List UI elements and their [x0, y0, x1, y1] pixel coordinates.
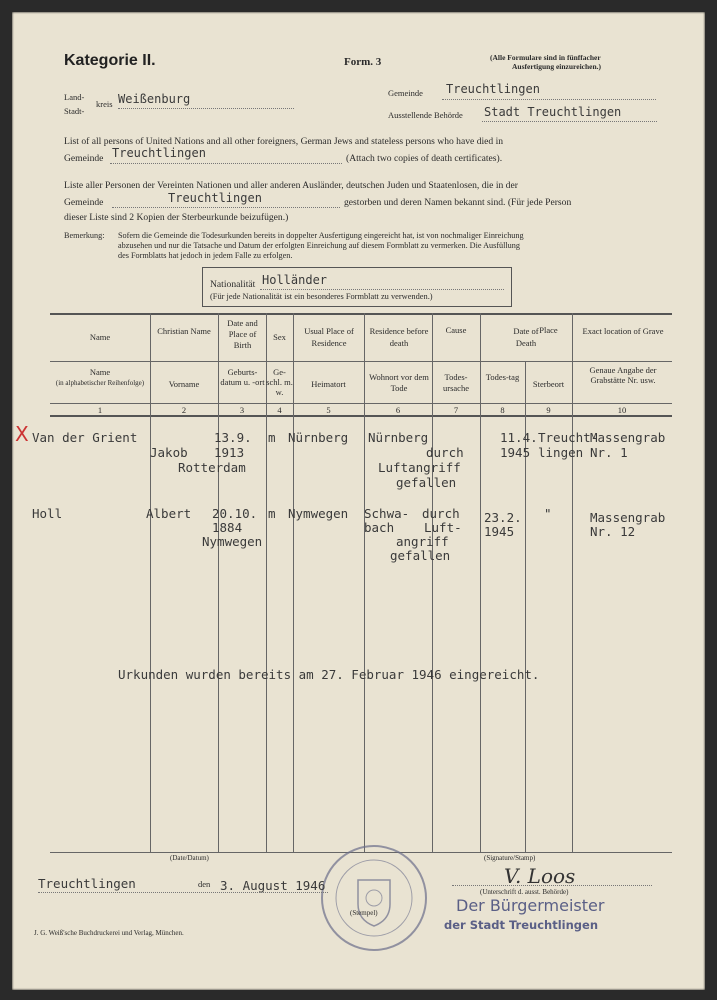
row2-heimatort: Nymwegen	[288, 506, 349, 521]
row1-name: Van der Grient	[32, 430, 138, 445]
english-line-1: List of all persons of United Nations and all other foreigners, German Jews and stateless persons who have died in	[64, 136, 504, 147]
col-divider-5	[364, 313, 365, 852]
nationality-note: (Für jede Nationalität ist ein besonderes Formblatt zu verwenden.)	[210, 292, 433, 301]
seal-label: (Stempel)	[350, 909, 378, 917]
date-label: (Date/Datum)	[170, 854, 209, 862]
german-gemeinde-line	[112, 207, 340, 208]
footer-place-line	[38, 892, 328, 893]
header-place-en: Place	[539, 325, 558, 335]
header-name-sub: (in alphabetischer Reihenfolge)	[55, 379, 145, 387]
col-number-7: 7	[453, 405, 459, 415]
behoerde-line	[482, 121, 657, 122]
col-number-6: 6	[395, 405, 401, 415]
col-number-9: 9	[546, 405, 551, 415]
german-line-1: Liste aller Personen der Vereinten Nationen und aller anderen Ausländer, deutschen Juden und Staatenlosen, die in der	[64, 180, 518, 191]
header-note-2: Ausfertigung einzureichen.)	[512, 62, 602, 71]
bemerkung-label: Bemerkung:	[64, 231, 105, 240]
header-wohnort-de: Wohnort vor dem Tode	[369, 372, 429, 393]
row2-grave-2: Nr. 12	[590, 524, 636, 539]
row1-place-2: lingen	[538, 445, 584, 460]
gemeinde-label: Gemeinde	[388, 88, 423, 98]
signature-line	[452, 885, 652, 886]
row1-birth-year: 1913	[214, 445, 245, 460]
bemerkung-line-2: abzusehen und nur die Tatsache und Datum der erfolgten Einreichung auf diesem Formblatt zu vermerken. Die Ausfüllung	[118, 241, 520, 250]
row2-sex: m	[268, 506, 276, 521]
nationality-label: Nationalität	[210, 279, 256, 290]
english-gemeinde-line	[110, 163, 342, 164]
red-x-mark: X	[15, 422, 29, 446]
row1-vorname: Jakob	[150, 445, 188, 460]
row1-heimatort: Nürnberg	[288, 430, 349, 445]
header-name-de: Name	[89, 367, 111, 377]
header-residence-en: Residence before death	[369, 326, 429, 348]
german-line-2: gestorben und deren Namen bekannt sind. (Für jede Person	[344, 197, 572, 208]
gemeinde-value: Treuchtlingen	[446, 82, 540, 96]
document-sheet	[12, 12, 705, 990]
row2-cause-1: durch	[422, 506, 460, 521]
header-sterbeort-de: Sterbeort	[532, 379, 565, 389]
official-seal-icon	[318, 842, 430, 954]
printer-line: J. G. Weiß'sche Buchdruckerei und Verlag, München.	[34, 929, 184, 937]
row1-wohnort: Nürnberg	[368, 430, 429, 445]
col-number-8: 8	[500, 405, 505, 415]
row2-birth-date: 20.10.	[212, 506, 258, 521]
handwritten-signature: V. Loos	[504, 864, 576, 888]
header-vorname-de: Vorname	[168, 379, 200, 389]
row2-birth-place: Nymwegen	[202, 534, 263, 549]
row2-name: Holl	[32, 506, 63, 521]
kreis-value: Weißenburg	[118, 92, 191, 106]
header-heimatort-de: Heimatort	[311, 379, 346, 389]
row1-grave-2: Nr. 1	[590, 445, 628, 460]
row1-cause-2: Luftangriff	[378, 460, 461, 475]
header-date-death-en: Date of Death	[513, 326, 539, 348]
row1-sex: m	[268, 430, 276, 445]
row1-cause-3: gefallen	[396, 475, 457, 490]
row2-place-ditto: "	[544, 506, 552, 521]
row1-death-year: 1945	[500, 445, 531, 460]
col-divider-4	[293, 313, 294, 852]
header-sex-en: Sex	[273, 332, 286, 342]
behoerde-label: Ausstellende Behörde	[388, 110, 463, 120]
table-header-divider	[50, 361, 672, 362]
header-geburt-de: Geburts-datum u. -ort	[220, 367, 265, 387]
row2-cause-4: gefallen	[390, 548, 451, 563]
row2-grave-1: Massengrab	[590, 510, 666, 525]
bemerkung-line-1: Sofern die Gemeinde die Todesurkunden bereits in doppelter Ausfertigung eingereicht hat, ist von nochmaliger Einreichung	[118, 231, 524, 240]
nationality-line	[260, 289, 504, 290]
row1-birth-date: 13.9.	[214, 430, 252, 445]
col-divider-1	[150, 313, 151, 852]
category-title: Kategorie II.	[64, 52, 156, 69]
row1-place-1: Treucht-	[538, 430, 599, 445]
row1-cause-1: durch	[426, 445, 464, 460]
header-ursache-de: Todes-ursache	[443, 372, 469, 393]
col-number-3: 3	[239, 405, 245, 415]
row1-death-date: 11.4.	[500, 430, 538, 445]
row2-cause-3: angriff	[396, 534, 449, 549]
row2-death-date: 23.2.	[484, 510, 522, 525]
gemeinde-line	[442, 99, 656, 100]
german-line-3: dieser Liste sind 2 Kopien der Sterbeurkunde beizufügen.)	[64, 212, 289, 223]
nationality-value: Holländer	[262, 273, 328, 287]
row2-vorname: Albert	[146, 506, 192, 521]
row2-wohnort-1: Schwa-	[364, 506, 410, 521]
col-number-2: 2	[181, 405, 187, 415]
col-divider-7	[480, 313, 481, 852]
header-christian-en: Christian Name	[157, 326, 211, 336]
english-gemeinde-label: Gemeinde	[64, 153, 104, 164]
row2-cause-2: Luft-	[424, 520, 462, 535]
german-gemeinde-value: Treuchtlingen	[168, 191, 262, 205]
row1-grave-1: Massengrab	[590, 430, 666, 445]
table-body-top-border	[50, 415, 672, 417]
remark-line: Urkunden wurden bereits am 27. Februar 1946 eingereicht.	[118, 667, 540, 682]
signature-sub-label: (Unterschrift d. ausst. Behörde)	[480, 888, 569, 896]
header-name-en: Name	[89, 332, 111, 342]
row1-birth-place: Rotterdam	[178, 460, 246, 475]
behoerde-value: Stadt Treuchtlingen	[484, 105, 622, 119]
header-grab-de: Genaue Angabe der Grabstätte Nr. usw.	[589, 365, 657, 385]
bemerkung-line-3: des Formblatts hat jedoch in jedem Falle zu erfolgen.	[118, 251, 293, 260]
col-number-5: 5	[326, 405, 331, 415]
signature-label: (Signature/Stamp)	[484, 854, 536, 862]
col-number-4: 4	[277, 405, 282, 415]
footer-place: Treuchtlingen	[38, 876, 136, 891]
footer-den-label: den	[198, 879, 211, 889]
footer-date: 3. August 1946	[220, 878, 326, 893]
header-todestag-de: Todes-tag	[485, 372, 520, 382]
english-gemeinde-value: Treuchtlingen	[112, 146, 206, 160]
header-birth-en: Date and Place of Birth	[227, 318, 258, 350]
table-top-border	[50, 313, 672, 315]
col-divider-9	[572, 313, 573, 852]
col-divider-2	[218, 313, 219, 852]
english-attach: (Attach two copies of death certificates).	[346, 153, 503, 164]
header-usual-en: Usual Place of Residence	[304, 326, 354, 348]
kreis-line	[118, 108, 294, 109]
row2-birth-year: 1884	[212, 520, 243, 535]
row2-death-year: 1945	[484, 524, 515, 539]
row2-wohnort-2: bach	[364, 520, 395, 535]
col-number-10: 10	[617, 405, 627, 415]
mayor-stamp-line-2: der Stadt Treuchtlingen	[444, 918, 599, 932]
header-geschl-de: Ge-schl. m. w.	[266, 367, 293, 397]
header-grave-en: Exact location of Grave	[582, 326, 664, 336]
col-number-1: 1	[97, 405, 103, 415]
header-note-1: (Alle Formulare sind in fünffacher	[490, 53, 601, 62]
mayor-stamp-line-1: Der Bürgermeister	[456, 896, 605, 915]
kreis-label: kreis	[96, 99, 113, 109]
form-number: Form. 3	[344, 56, 382, 68]
stadt-label: Stadt-	[64, 106, 85, 116]
table-subheader-divider	[50, 403, 672, 404]
land-label: Land-	[64, 92, 85, 102]
header-cause-en: Cause	[445, 325, 467, 335]
german-gemeinde-label: Gemeinde	[64, 197, 104, 208]
